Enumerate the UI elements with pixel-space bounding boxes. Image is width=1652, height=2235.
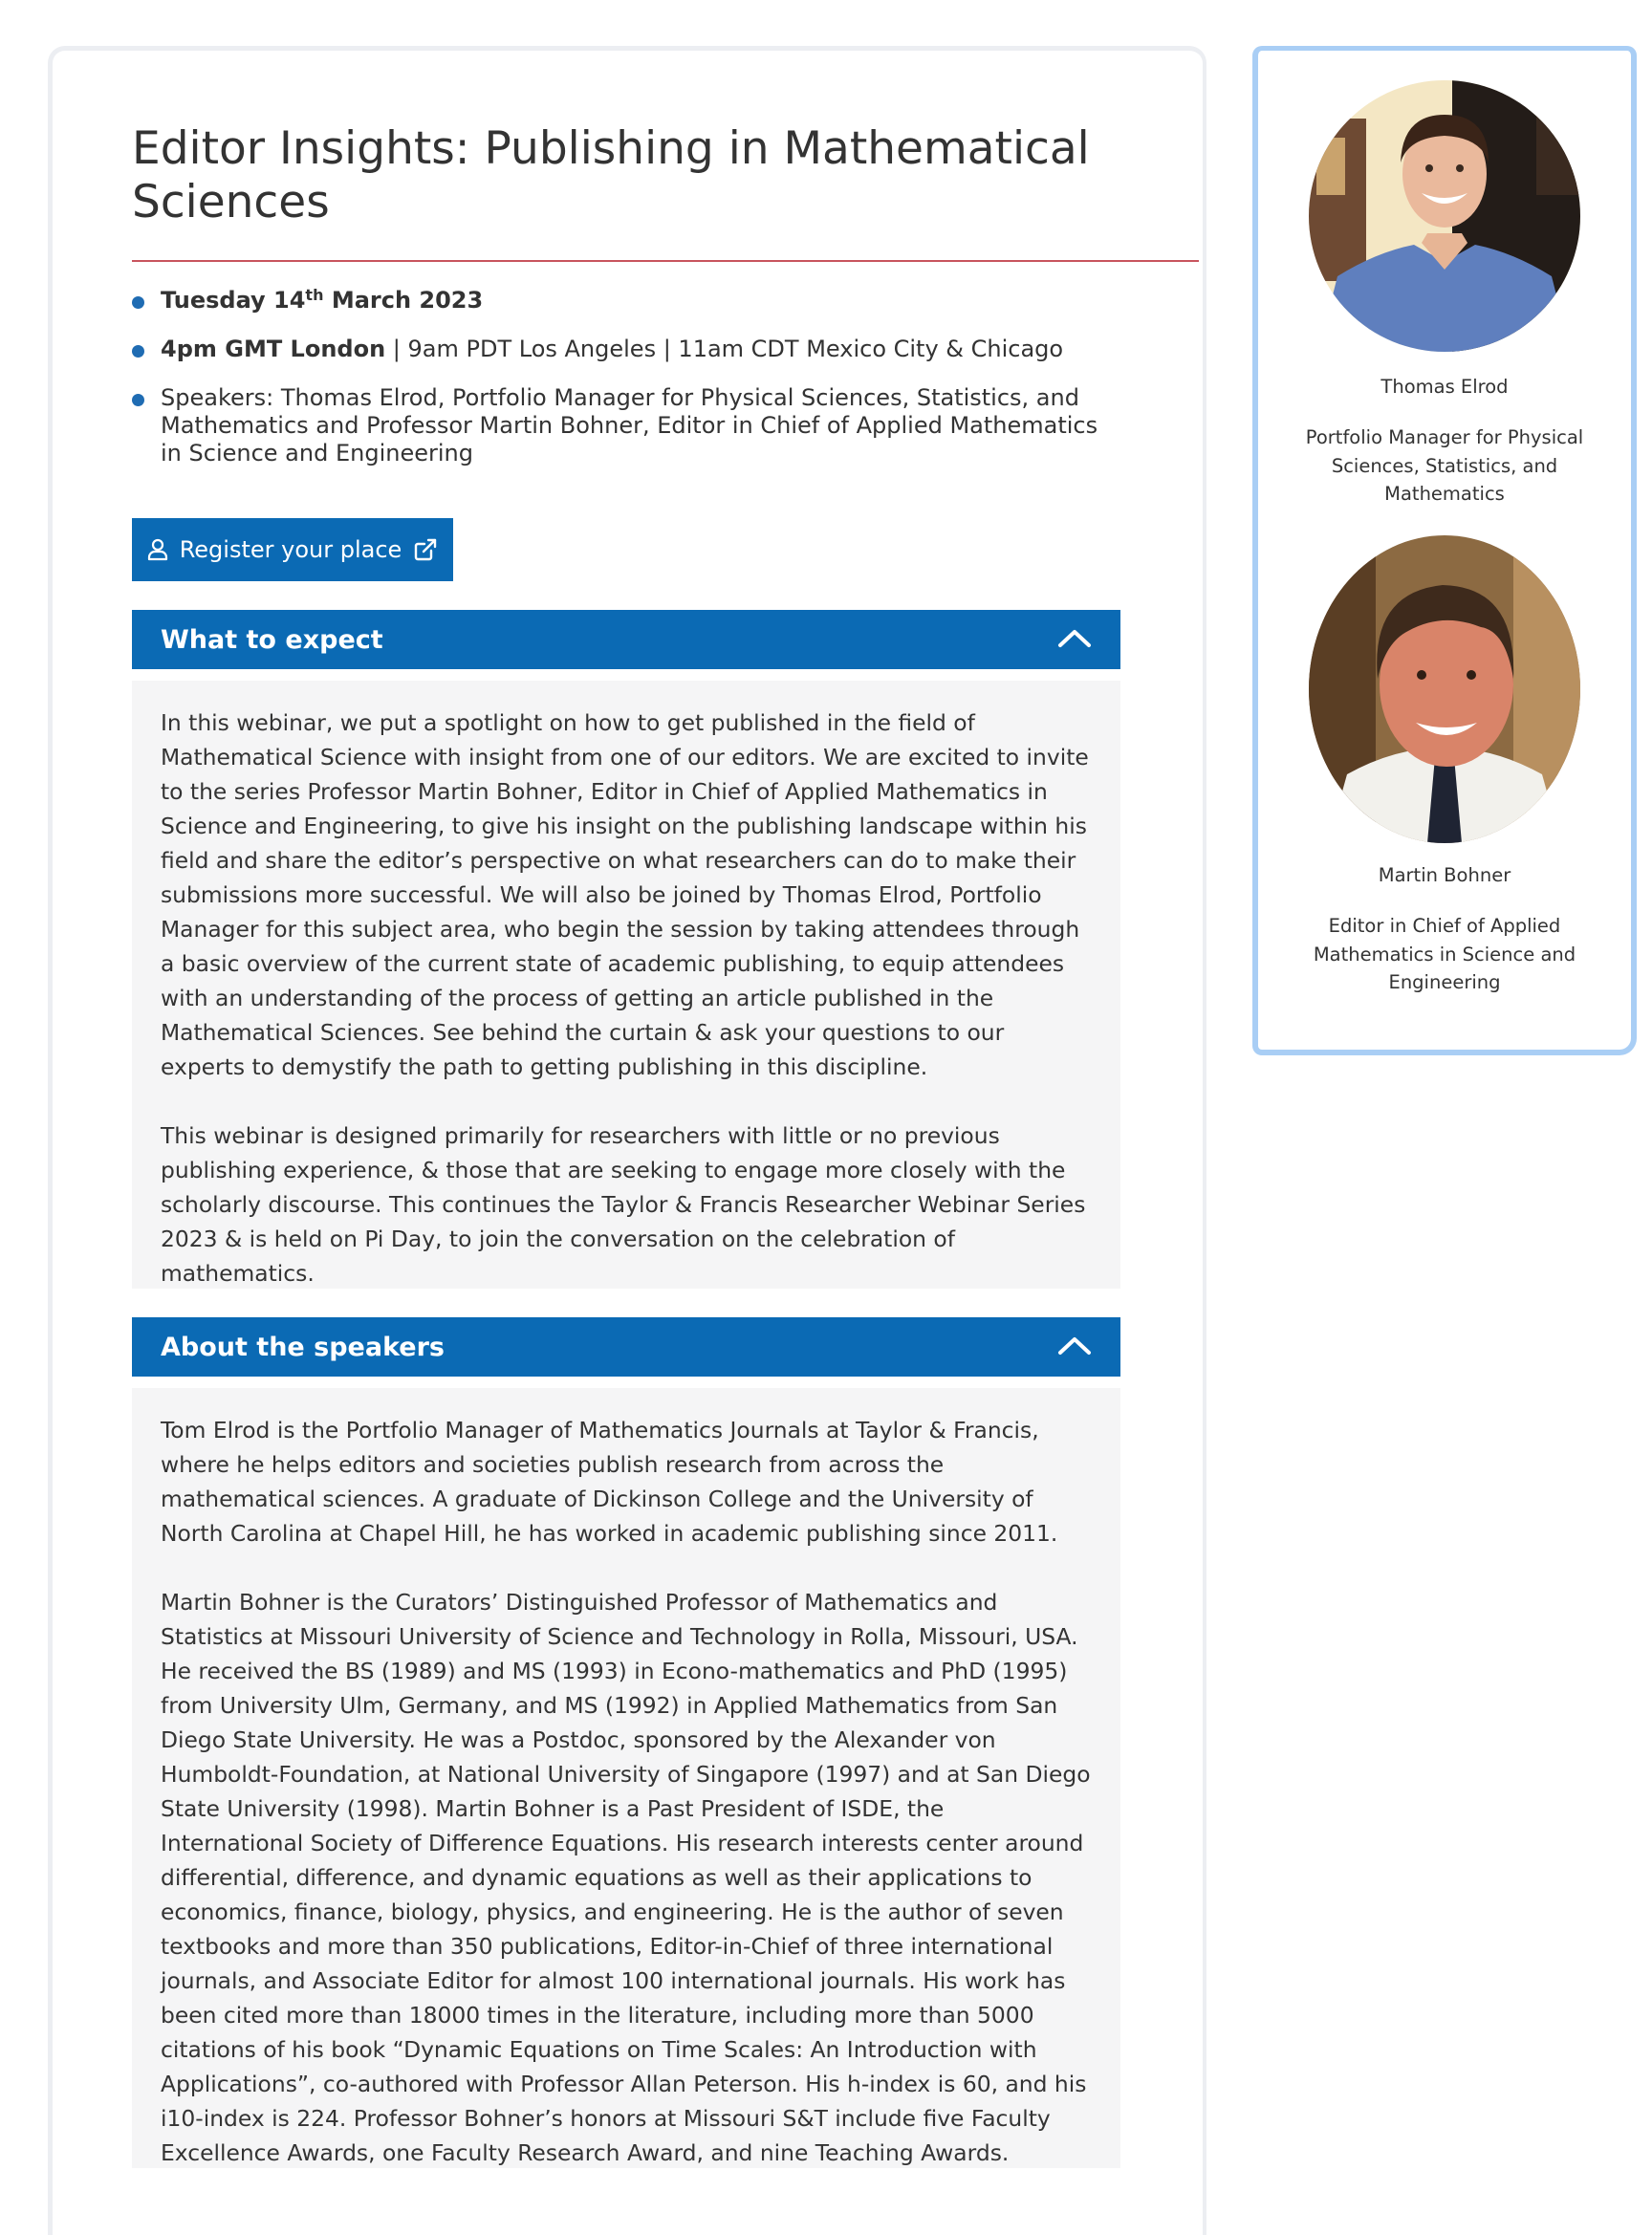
bullet-icon [132, 296, 144, 309]
accordion-heading: What to expect [161, 624, 383, 655]
speaker-photo-thomas-elrod [1309, 80, 1580, 352]
bullet-icon [132, 394, 144, 406]
event-date [132, 287, 1107, 315]
page-title: Editor Insights: Publishing in Mathematical Sciences [132, 122, 1090, 228]
speaker-role: Portfolio Manager for Physical Sciences, Statistics, and Mathematics [1305, 426, 1584, 505]
bullet-icon [132, 345, 144, 358]
speakers-text: Speakers: Thomas Elrod, Portfolio Manager for Physical Sciences, Statistics, and Mathematics and Professor Martin Bohner, Editor in Chief of Applied Mathematics in Science and Engineering [161, 384, 1098, 467]
date-day: Tuesday 14 [161, 287, 306, 314]
chevron-up-icon[interactable] [1057, 625, 1092, 655]
speaker-photo-martin-bohner [1309, 535, 1580, 843]
date-ordinal: th [305, 286, 324, 304]
paragraph: Martin Bohner is the Curators’ Distinguished Professor of Mathematics and Statistics at Missouri University of Science and Technology in Rolla, Missouri, USA. He received the BS (1989) and MS (1993) in Econo-mathematics and PhD (1995) from University Ulm, Germany, and MS (1992) in Applied Mathematics from San Diego State University. He was a Postdoc, sponsored by the Alexander von Humboldt-Foundation, at National University of Singapore (1997) and at San Diego State University (1998). Martin Bohner is a Past President of ISDE, the International Society of Difference Equations. His research interests center around differential, difference, and dynamic equations as well as their applications to economics, finance, biology, physics, and engineering. He is the author of seven textbooks and more than 350 publications, Editor-in-Chief of three international journals, and Associate Editor for almost 100 international journals. His work has been cited more than 18000 times in the literature, including more than 5000 citations of his book “Dynamic Equations on Time Scales: An Introduction with Applications”, co-authored with Professor Allan Peterson. His h-index is 60, and his i10-index is 224. Professor Bohner’s honors at Missouri S&T include five Faculty Excellence Awards, one Faculty Research Award, and nine Teaching Awards. [161, 1589, 1091, 2166]
register-label: Register your place [179, 536, 402, 563]
external-link-icon [413, 537, 438, 562]
event-speakers [132, 384, 1107, 467]
accordion-heading: About the speakers [161, 1332, 445, 1362]
event-details-list [132, 287, 1107, 467]
speaker-name: Thomas Elrod [1380, 376, 1509, 398]
register-button[interactable] [132, 518, 453, 581]
accordion-about-speakers-body [132, 1388, 1120, 2168]
speaker-name: Martin Bohner [1378, 864, 1511, 886]
paragraph: This webinar is designed primarily for researchers with little or no previous publishing experience, & those that are seeking to engage more closely with the scholarly discourse. This continues the Taylor & Francis Researcher Webinar Series 2023 & is held on Pi Day, to join the conversation on the celebration of mathematics. [161, 1122, 1086, 1287]
paragraph: In this webinar, we put a spotlight on how to get published in the field of Mathematical Science with insight from one of our editors. We are excited to invite to the series Professor Martin Bohner, Editor in Chief of Applied Mathematics in Science and Engineering, to give his insight on the publishing landscape within his field and share the editor’s perspective on what researchers can do to make their submissions more successful. We will also be joined by Thomas Elrod, Portfolio Manager for this subject area, who begin the session by taking attendees through a basic overview of the current state of academic publishing, to equip attendees with an understanding of the process of getting an article published in the Mathematical Sciences. See behind the curtain & ask your questions to our experts to demystify the path to getting publishing in this discipline. [161, 709, 1089, 1080]
chevron-up-icon[interactable] [1057, 1333, 1092, 1362]
accordion-what-to-expect-header[interactable] [132, 610, 1120, 669]
accordion-about-speakers-header[interactable] [132, 1317, 1120, 1377]
title-divider [132, 260, 1199, 262]
speaker-role: Editor in Chief of Applied Mathematics in Science and Engineering [1313, 915, 1576, 993]
time-other-zones: | 9am PDT Los Angeles | 11am CDT Mexico City & Chicago [385, 336, 1064, 362]
event-time [132, 336, 1107, 363]
time-primary: 4pm GMT London [161, 336, 386, 362]
date-month-year: March 2023 [323, 287, 484, 314]
user-icon [147, 538, 168, 561]
paragraph: Tom Elrod is the Portfolio Manager of Mathematics Journals at Taylor & Francis, where he helps editors and societies publish research from across the mathematical sciences. A graduate of Dickinson College and the University of North Carolina at Chapel Hill, he has worked in academic publishing since 2011. [161, 1417, 1058, 1547]
accordion-what-to-expect-body [132, 681, 1120, 1289]
